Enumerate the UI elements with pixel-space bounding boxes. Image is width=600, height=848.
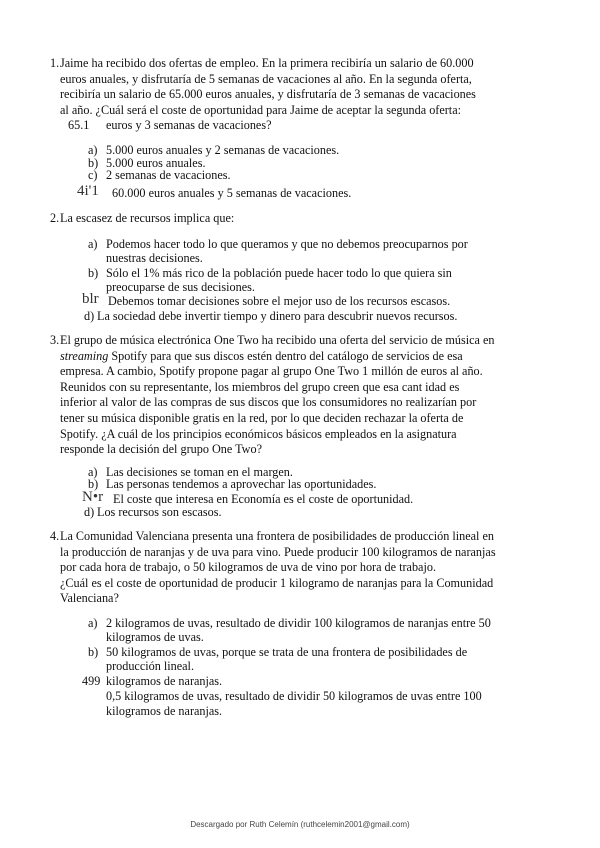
option-d[interactable]: Los recursos son escasos. <box>97 505 222 519</box>
option-marker: b) <box>88 266 99 280</box>
option-a[interactable]: 5.000 euros anuales y 2 semanas de vacaciones. <box>106 143 340 157</box>
option-marker: d) <box>84 309 95 323</box>
question-text-prefix: 65.1 <box>68 118 90 132</box>
question-text-line: Spotify. ¿A cuál de los principios económicos básicos empleados en la asignatura <box>60 426 457 441</box>
question-number: 3. <box>50 333 60 347</box>
question-text-line: euros anuales, y disfrutaría de 5 semanas de vacaciones al año. En la segunda oferta, <box>60 71 472 86</box>
question-number: 4. <box>50 529 60 543</box>
question-3 <box>50 333 546 458</box>
option-marker: a) <box>88 143 98 157</box>
question-text-line: al año. ¿Cuál será el coste de oportunidad para Jaime de aceptar la segunda oferta: <box>60 102 461 117</box>
option-a[interactable]: Podemos hacer todo lo que queramos y que no debemos preocuparnos por <box>106 237 468 251</box>
option-marker: d) <box>84 505 95 519</box>
option-b[interactable]: 5.000 euros anuales. <box>106 156 206 170</box>
handwritten-marker: blr <box>82 291 99 307</box>
question-number: 1. <box>50 56 60 70</box>
option-d[interactable]: La sociedad debe invertir tiempo y dinero para descubrir nuevos recursos. <box>97 309 458 323</box>
question-text-line: Valenciana? <box>60 591 119 606</box>
question-text-line: empresa. A cambio, Spotify propone pagar al grupo One Two 1 millón de euros al año. <box>60 364 483 379</box>
option-c[interactable]: El coste que interesa en Economía es el coste de oportunidad. <box>113 492 414 506</box>
question-text-line: responde la decisión del grupo One Two? <box>60 442 262 457</box>
question-text-line: La escasez de recursos implica que: <box>60 211 235 225</box>
option-marker: b) <box>88 156 99 170</box>
option-a-cont: nuestras decisiones. <box>106 251 203 265</box>
option-c[interactable]: 2 semanas de vacaciones. <box>106 168 231 182</box>
option-marker: b) <box>88 477 99 491</box>
question-text-line: streaming Spotify para que sus discos estén dentro del catálogo de servicios de esa <box>60 348 463 363</box>
option-d[interactable]: 0,5 kilogramos de uvas, resultado de dividir 50 kilogramos de uvas entre 100 <box>106 689 482 703</box>
question-number: 2. <box>50 211 60 225</box>
option-a[interactable]: 2 kilogramos de uvas, resultado de dividir 100 kilogramos de naranjas entre 50 <box>106 616 491 630</box>
question-text-line: por cada hora de trabajo, o 50 kilogramos de uva de vino por hora de trabajo. <box>60 560 436 575</box>
handwritten-marker: 4i'1 <box>77 183 99 199</box>
option-c[interactable]: Debemos tomar decisiones sobre el mejor uso de los recursos escasos. <box>108 294 451 308</box>
option-marker: a) <box>88 237 98 251</box>
option-a[interactable]: Las decisiones se toman en el margen. <box>106 465 293 479</box>
question-text-line: La Comunidad Valenciana presenta una frontera de posibilidades de producción lineal en <box>60 529 494 543</box>
question-text-line: tener su música disponible gratis en la red, por lo que deciden rechazar la oferta de <box>60 410 464 425</box>
question-text-line: euros y 3 semanas de vacaciones? <box>106 118 272 132</box>
question-4 <box>50 529 546 607</box>
question-text-line: Jaime ha recibido dos ofertas de empleo. En la primera recibiría un salario de 60.000 <box>60 56 474 70</box>
option-marker: a) <box>88 616 98 630</box>
question-text-line: la producción de naranjas y de uva para vino. Puede producir 100 kilogramos de naranjas <box>60 544 496 559</box>
option-marker: b) <box>88 645 99 659</box>
option-b[interactable]: Sólo el 1% más rico de la población puede hacer todo lo que quiera sin <box>106 266 452 280</box>
option-d-cont: kilogramos de naranjas. <box>106 704 223 718</box>
option-b-cont: producción lineal. <box>106 659 194 673</box>
italic-word: streaming <box>60 348 109 363</box>
handwritten-marker: 499 <box>82 674 101 688</box>
option-a-cont: kilogramos de uvas. <box>106 630 204 644</box>
option-marker: c) <box>88 168 98 182</box>
option-b[interactable]: Las personas tendemos a aprovechar las oportunidades. <box>106 477 377 491</box>
option-marker: a) <box>88 465 98 479</box>
question-text-line: Reunidos con su representante, los miembros del grupo creen que esa cant idad es <box>60 379 460 394</box>
question-text-line: recibiría un salario de 65.000 euros anuales, y disfrutaría de 3 semanas de vacaciones <box>60 87 476 102</box>
question-text-line: El grupo de música electrónica One Two ha recibido una oferta del servicio de música en <box>60 333 495 347</box>
download-footer: Descargado por Ruth Celemín (ruthcelemin2001@gmail.com) <box>190 820 410 829</box>
option-d[interactable]: 60.000 euros anuales y 5 semanas de vacaciones. <box>112 186 352 200</box>
question-text-line: ¿Cuál es el coste de oportunidad de producir 1 kilogramo de naranjas para la Comunidad <box>60 575 494 590</box>
option-c[interactable]: kilogramos de naranjas. <box>106 674 223 688</box>
handwritten-marker: N•r <box>82 489 104 505</box>
option-b-cont: preocuparse de sus decisiones. <box>106 280 255 294</box>
question-2 <box>50 211 546 227</box>
question-text-line: inferior al valor de las compras de sus discos que los consumidores no realizarían por <box>60 395 477 410</box>
question-1 <box>50 56 546 118</box>
option-b[interactable]: 50 kilogramos de uvas, porque se trata de una frontera de posibilidades de <box>106 645 468 659</box>
